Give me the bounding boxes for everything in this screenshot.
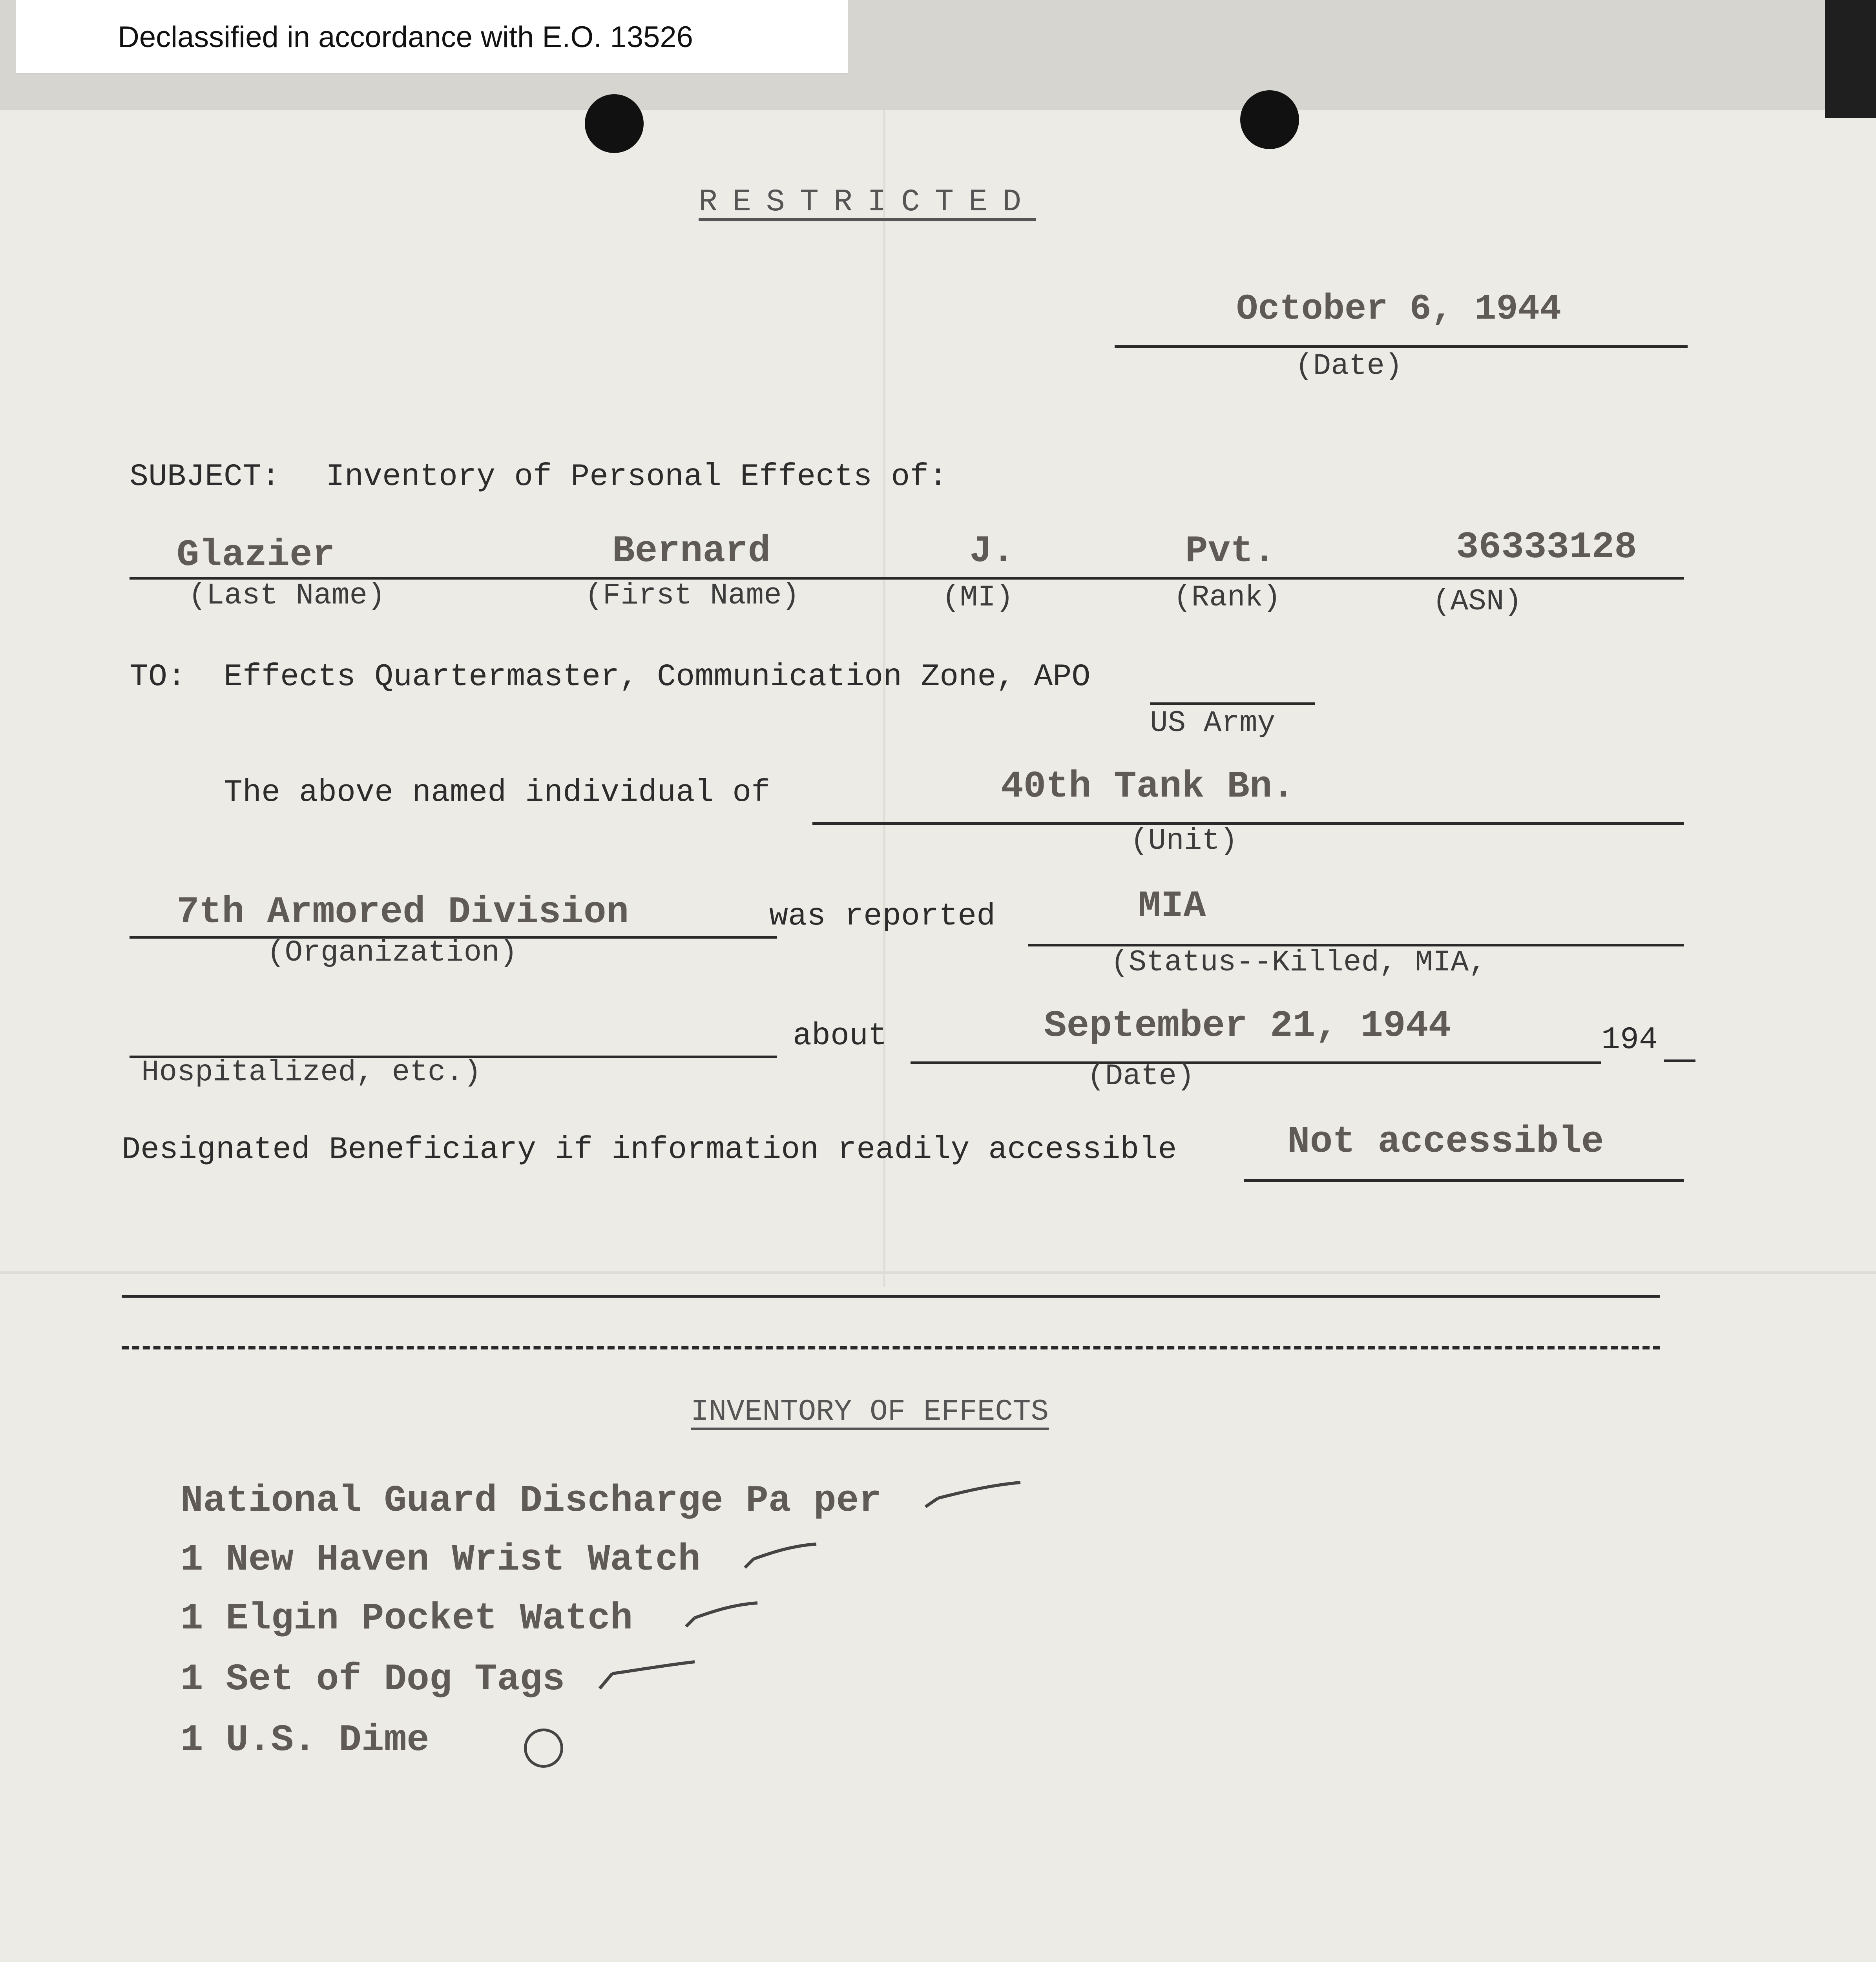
scan-corner — [1825, 0, 1876, 118]
about-date-value: September 21, 1944 — [1044, 1005, 1451, 1047]
year-prefix: 194 — [1601, 1022, 1658, 1058]
inventory-item: 1 Set of Dog Tags — [181, 1658, 565, 1701]
inventory-item: 1 U.S. Dime — [181, 1719, 429, 1761]
about-date-line — [911, 1061, 1601, 1064]
horizontal-fold — [0, 1271, 1876, 1274]
status-value: MIA — [1138, 885, 1206, 928]
inventory-heading: INVENTORY OF EFFECTS — [691, 1395, 1049, 1429]
header-classification: RESTRICTED — [699, 184, 1037, 220]
inventory-item: 1 Elgin Pocket Watch — [181, 1597, 633, 1640]
first-name-caption: (First Name) — [585, 579, 800, 613]
section-divider — [122, 1346, 1660, 1349]
inventory-item: 1 New Haven Wrist Watch — [181, 1538, 701, 1581]
year-line — [1664, 1059, 1695, 1062]
organization-value: 7th Armored Division — [177, 891, 629, 934]
date-line — [1115, 345, 1688, 348]
subject-label: SUBJECT: — [130, 459, 281, 495]
rank-caption: (Rank) — [1173, 581, 1281, 614]
checkmark-icon — [742, 1540, 820, 1575]
circle-mark-icon — [524, 1729, 563, 1768]
date-caption: (Date) — [1295, 349, 1403, 383]
punch-hole-right — [1240, 90, 1299, 149]
last-name-caption: (Last Name) — [188, 579, 385, 613]
inventory-item: National Guard Discharge Pa per — [181, 1479, 881, 1522]
vertical-fold — [883, 110, 885, 1287]
to-label: TO: — [130, 659, 186, 695]
beneficiary-value: Not accessible — [1287, 1120, 1604, 1163]
middle-initial-caption: (MI) — [942, 581, 1014, 614]
unit-prefix: The above named individual of — [224, 775, 770, 811]
punch-hole-left — [585, 94, 644, 153]
checkmark-icon — [922, 1479, 1024, 1515]
last-name-value: Glazier — [177, 534, 335, 576]
to-text: Effects Quartermaster, Communication Zone, APO — [224, 659, 1091, 695]
unit-line — [812, 822, 1684, 825]
asn-value: 36333128 — [1456, 526, 1637, 569]
apo-line — [1150, 702, 1315, 705]
beneficiary-line — [1244, 1179, 1684, 1182]
declassification-banner: Declassified in accordance with E.O. 13526 — [16, 0, 848, 75]
about-date-caption: (Date) — [1087, 1059, 1195, 1093]
first-name-value: Bernard — [612, 530, 771, 573]
was-reported-label: was reported — [769, 899, 996, 934]
status-caption-2: Hospitalized, etc.) — [141, 1056, 482, 1089]
checkmark-icon — [597, 1658, 699, 1693]
beneficiary-continuation-line — [122, 1295, 1660, 1298]
about-label: about — [793, 1018, 887, 1054]
subject-text: Inventory of Personal Effects of: — [326, 459, 948, 495]
asn-caption: (ASN) — [1433, 585, 1522, 618]
middle-initial-value: J. — [969, 530, 1015, 573]
beneficiary-label: Designated Beneficiary if information readily accessible — [122, 1132, 1177, 1168]
organization-caption: (Organization) — [267, 936, 518, 970]
apo-caption: US Army — [1150, 706, 1276, 740]
status-caption-1: (Status--Killed, MIA, — [1111, 946, 1487, 979]
unit-caption: (Unit) — [1130, 824, 1238, 858]
rank-value: Pvt. — [1185, 530, 1276, 573]
date-value: October 6, 1944 — [1236, 288, 1562, 330]
checkmark-icon — [683, 1599, 761, 1634]
unit-value: 40th Tank Bn. — [1001, 765, 1295, 808]
